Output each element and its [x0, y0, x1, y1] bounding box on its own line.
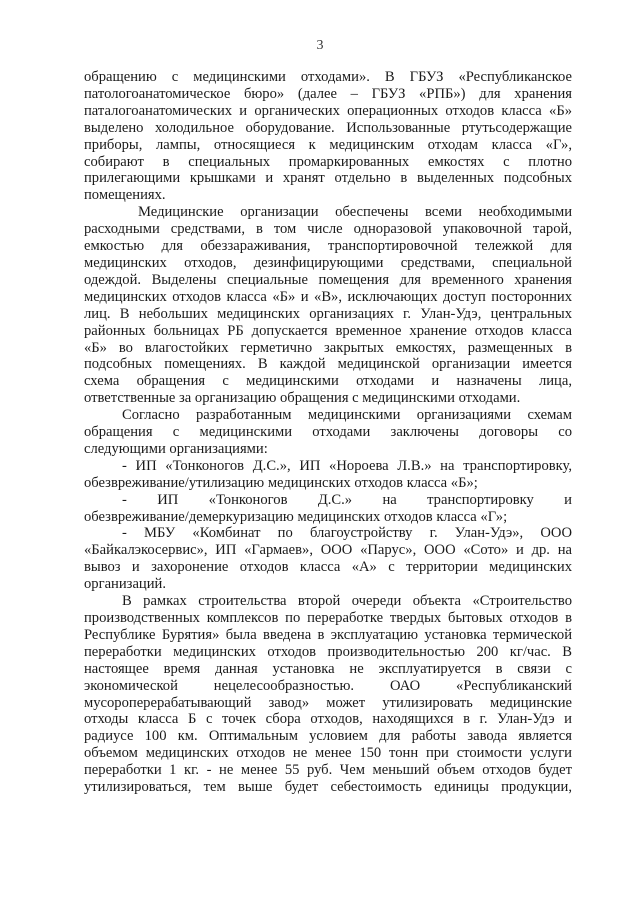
- paragraph-4: [84, 593, 572, 796]
- list-item-3: [84, 525, 572, 593]
- text-line: обезвреживание/демеркуризацию медицинских отходов класса «Г»;: [84, 508, 508, 525]
- text-line: «Б» во влагостойких герметично закрытых емкостях, размещенных в: [84, 339, 572, 356]
- text-line: патологоанатомическое бюро» (далее – ГБУЗ «РПБ») для хранения: [84, 85, 572, 102]
- text-line: паталогоанатомических и органических операционных отходов класса «Б»: [84, 102, 572, 119]
- text-line: помещениях.: [84, 187, 166, 204]
- text-line: следующими организациями:: [84, 440, 268, 457]
- paragraph-3: [84, 407, 572, 458]
- text-line: одеждой. Выделены специальные помещения для временного хранения: [84, 271, 572, 288]
- text-line: - МБУ «Комбинат по благоустройству г. Улан-Удэ», ООО: [122, 525, 572, 542]
- text-line: переработки медицинских отходов производительностью 200 кг/час. В: [84, 643, 572, 660]
- text-line: настоящее время данная установка не эксплуатируется в связи с: [84, 660, 572, 677]
- text-line: обезвреживание/утилизацию медицинских отходов класса «Б»;: [84, 474, 478, 491]
- text-line: районных больницах РБ допускается временное хранение отходов класса: [84, 322, 572, 339]
- text-line: объемом медицинских отходов не менее 150 тонн при стоимости услуги: [84, 745, 572, 762]
- text-line: Медицинские организации обеспечены всеми необходимыми: [138, 204, 572, 221]
- text-line: экономической нецелесообразностью. ОАО «Республиканский: [84, 677, 572, 694]
- document-body: [84, 69, 572, 796]
- text-line: собирают в специальных промаркированных емкостях с плотно: [84, 153, 572, 170]
- text-line: - ИП «Тонконогов Д.С.», ИП «Нороева Л.В.» на транспортировку,: [122, 457, 572, 474]
- text-line: ответственные за организацию обращения с медицинскими отходами.: [84, 390, 521, 407]
- text-line: подсобных помещениях. В каждой медицинской организации имеется: [84, 356, 572, 373]
- text-line: емкостью для обеззараживания, транспортировочной тележкой для: [84, 238, 572, 255]
- text-line: - ИП «Тонконогов Д.С.» на транспортировку и: [122, 491, 572, 508]
- text-line: выделено холодильное оборудование. Использованные ртутьсодержащие: [84, 119, 572, 136]
- text-line: обращению с медицинскими отходами». В ГБУЗ «Республиканское: [84, 69, 572, 85]
- text-line: отходы класса Б с точек сбора отходов, находящихся в г. Улан-Удэ и: [84, 711, 572, 728]
- text-line: организаций.: [84, 576, 166, 593]
- paragraph-1: [84, 69, 572, 204]
- list-item-1: [84, 458, 572, 492]
- text-line: обращения с медицинскими отходами заключены договоры со: [84, 424, 572, 441]
- page-number: 3: [316, 38, 324, 53]
- text-line: В рамках строительства второй очереди объекта «Строительство: [122, 593, 572, 610]
- paragraph-2: [84, 204, 572, 407]
- list-item-2: [84, 492, 572, 526]
- text-line: утилизироваться, тем выше будет себестоимость единицы продукции,: [84, 779, 572, 796]
- text-line: переработки 1 кг. - не менее 55 руб. Чем меньший объем отходов будет: [84, 762, 572, 779]
- text-line: прилегающими крышками и хранят отдельно в выделенных подсобных: [84, 170, 572, 187]
- text-line: медицинских отходов класса «Б» и «В», исключающих доступ посторонних: [84, 288, 572, 305]
- text-line: расходными средствами, в том числе одноразовой упаковочной тарой,: [84, 221, 572, 238]
- text-line: схема обращения с медицинскими отходами и назначены лица,: [84, 373, 572, 390]
- text-line: производственных комплексов по переработке твердых бытовых отходов в: [84, 610, 572, 626]
- text-line: радиусе 100 км. Оптимальным условием для работы завода является: [84, 728, 572, 745]
- text-line: Республике Бурятия» была введена в эксплуатацию установка термической: [84, 626, 572, 643]
- text-line: лиц. В небольших медицинских организациях г. Улан-Удэ, центральных: [84, 305, 572, 322]
- text-line: «Байкалэкосервис», ИП «Гармаев», ООО «Парус», ООО «Сото» и др. на: [84, 542, 572, 559]
- text-line: мусороперерабатывающий завод» может утилизировать медицинские: [84, 694, 572, 711]
- text-line: Согласно разработанным медицинскими организациями схемам: [122, 407, 572, 424]
- text-line: медицинских отходов, дезинфицирующими средствами, специальной: [84, 254, 572, 271]
- text-line: вывоз и захоронение отходов класса «А» с территории медицинских: [84, 559, 572, 576]
- text-line: приборы, лампы, относящиеся к медицинским отходам класса «Г»,: [84, 136, 572, 153]
